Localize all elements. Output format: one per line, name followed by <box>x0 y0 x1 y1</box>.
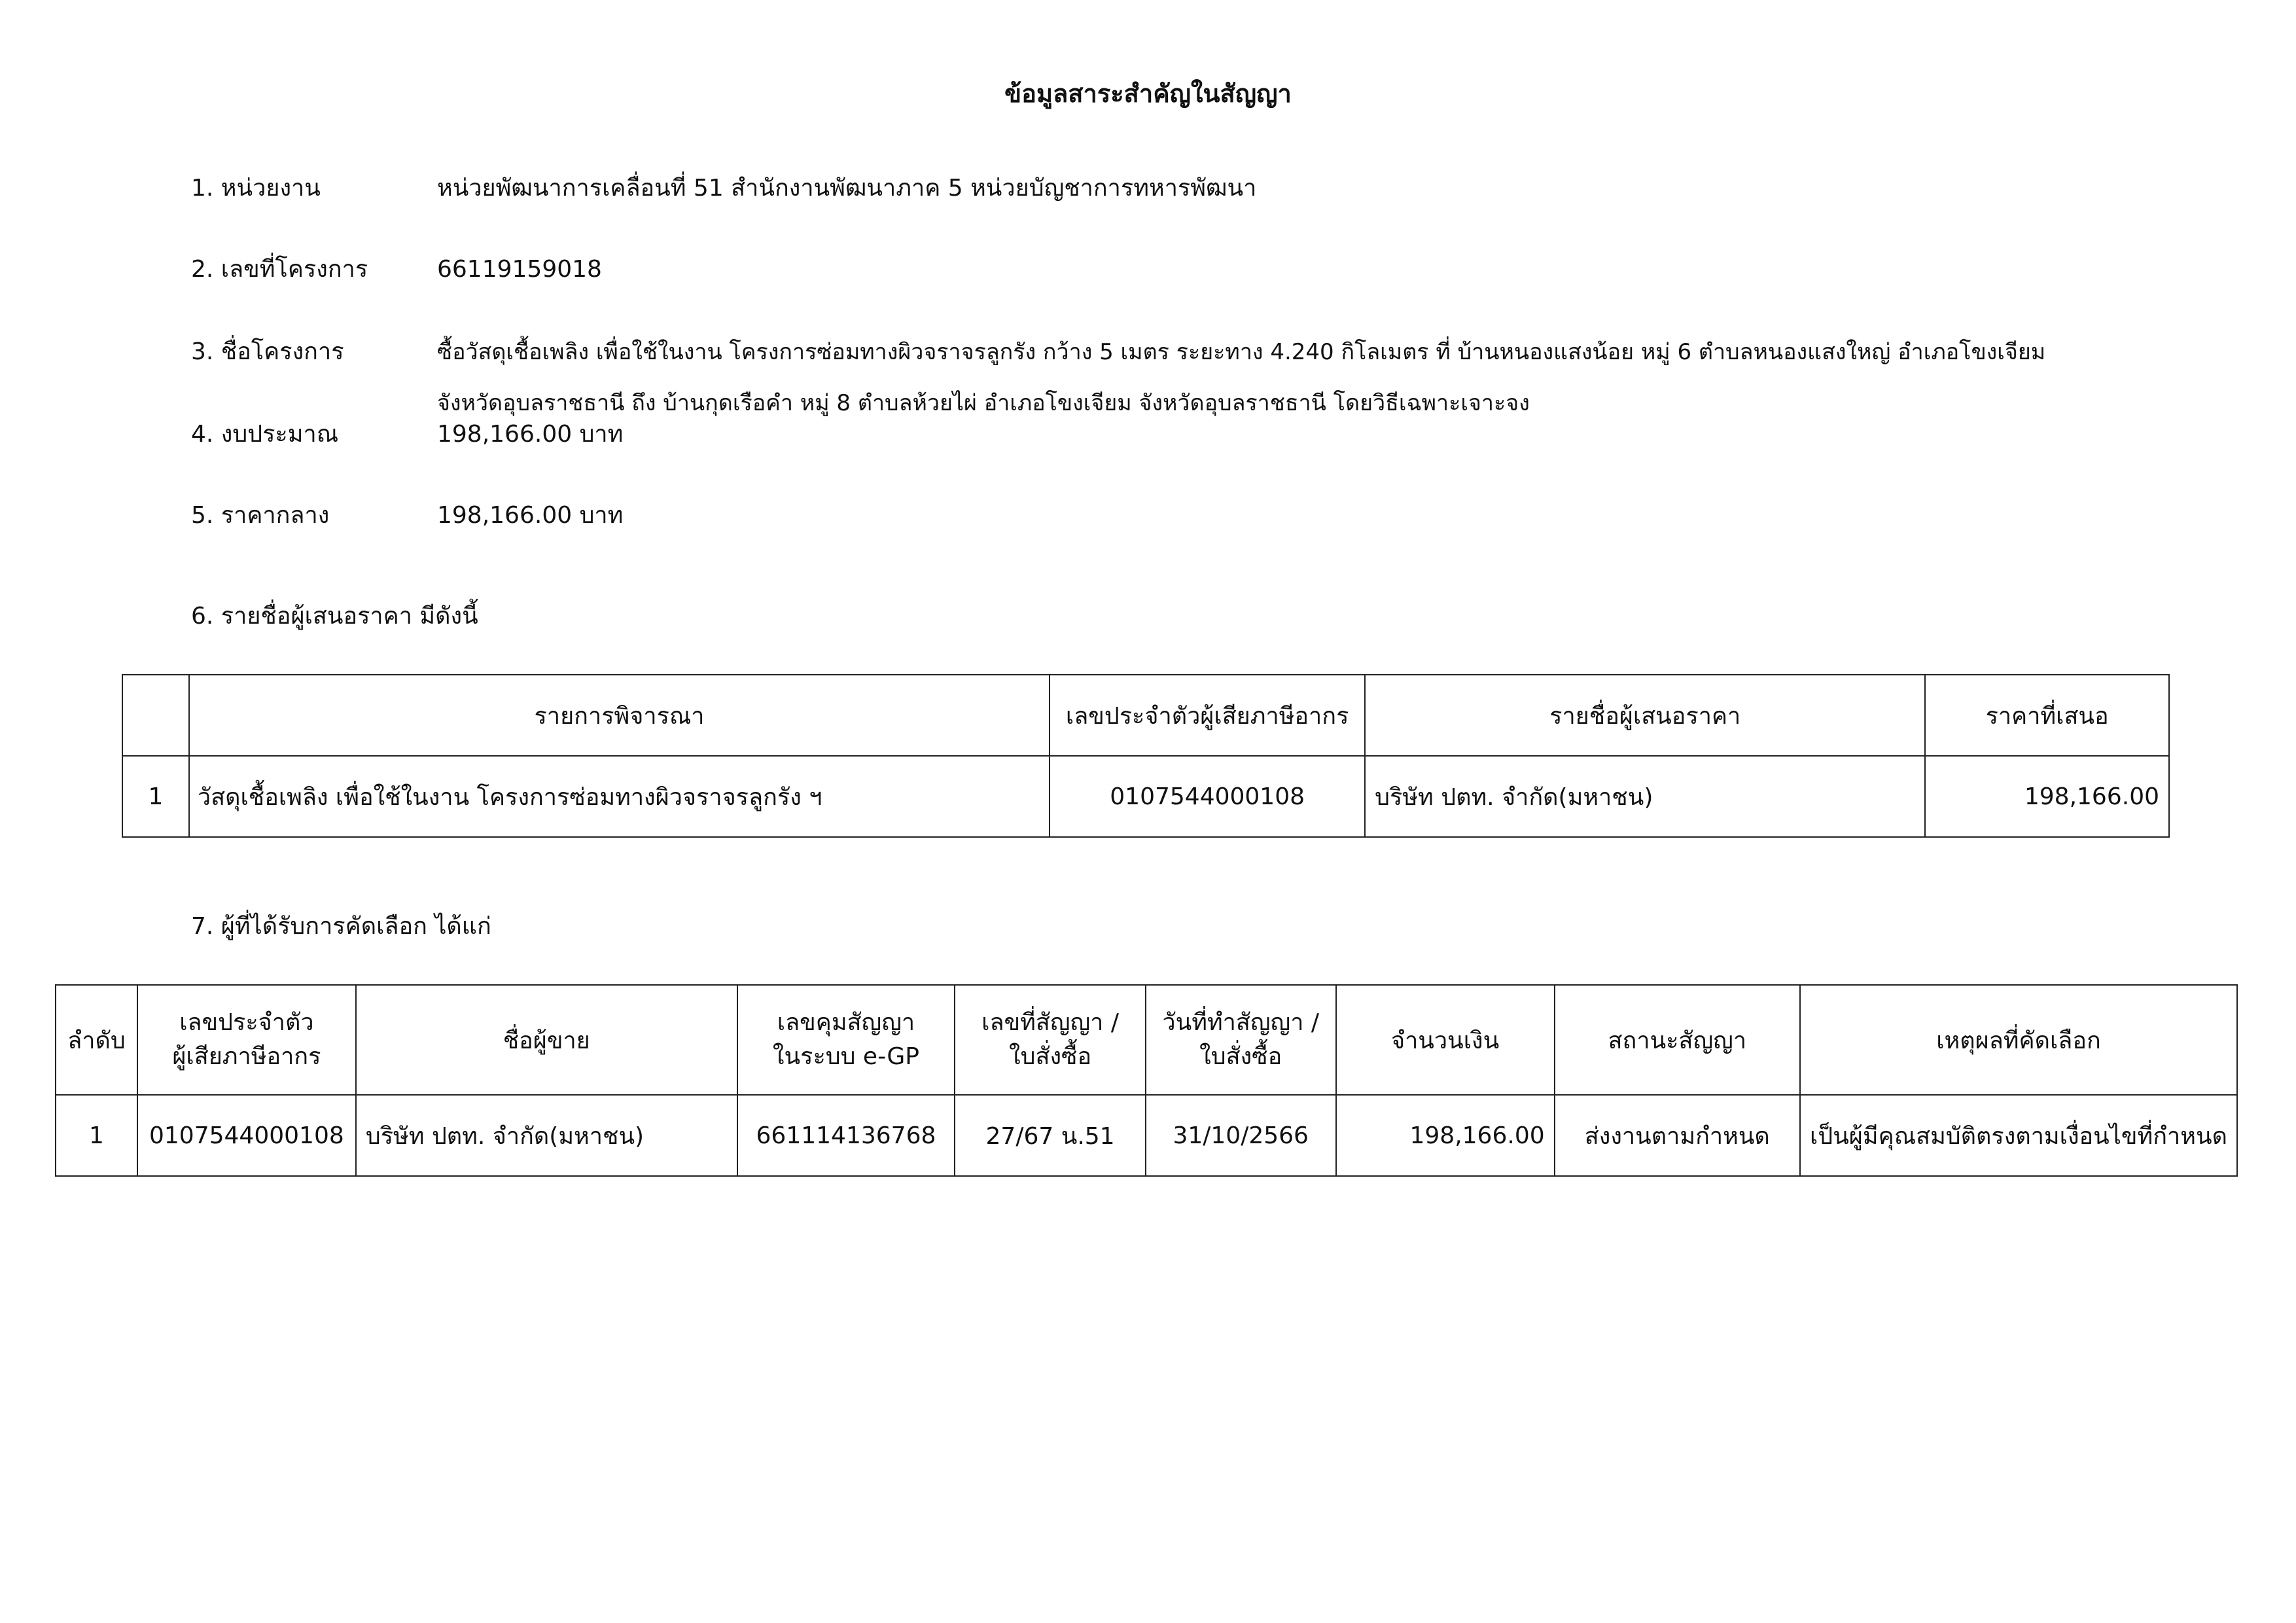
project-name-line1: ซื้อวัสดุเชื้อเพลิง เพื่อใช้ในงาน โครงการซ่อมทางผิวจราจรลูกรัง กว้าง 5 เมตร ระยะทาง 4.240 กิโลเมตร ที่ บ้านหนองแสงน้อย หมู่ 6 ตำบลหนองแสงใหญ่ อำเภอโขงเจียม <box>437 339 2046 365</box>
project-name-line2: จังหวัดอุบลราชธานี ถึง บ้านกุดเรือคำ หมู่ 8 ตำบลห้วยไผ่ อำเภอโขงเจียม จังหวัดอุบลราชธานี โดยวิธีเฉพาะเจาะจง <box>437 390 1530 416</box>
table-row <box>56 1095 2237 1176</box>
bidders-cell-bidder: บริษัท ปตท. จำกัด(มหาชน) <box>1365 756 1925 837</box>
winner-header-status: สถานะสัญญา <box>1555 985 1800 1095</box>
winner-header-no: ลำดับ <box>56 985 137 1095</box>
winner-header-contract-no-line1: เลขที่สัญญา / <box>981 1009 1119 1036</box>
winner-cell-reason: เป็นผู้มีคุณสมบัติตรงตามเงื่อนไขที่กำหนด <box>1800 1095 2237 1176</box>
table-row <box>122 756 2169 837</box>
winner-header-row <box>56 985 2237 1095</box>
winner-header-reason: เหตุผลที่คัดเลือก <box>1800 985 2237 1095</box>
winner-cell-amount: 198,166.00 <box>1336 1095 1555 1176</box>
project-name-label: 3. ชื่อโครงการ <box>191 338 344 365</box>
project-number-label: 2. เลขที่โครงการ <box>191 256 368 283</box>
winner-cell-control-no: 661114136768 <box>737 1095 955 1176</box>
winner-header-tax-id <box>137 985 356 1095</box>
winner-header-seller: ชื่อผู้ขาย <box>356 985 737 1095</box>
bidders-header-price: ราคาที่เสนอ <box>1925 675 2169 756</box>
winner-cell-seller: บริษัท ปตท. จำกัด(มหาชน) <box>356 1095 737 1176</box>
winner-header-control-no-line2: ในระบบ e-GP <box>772 1043 919 1070</box>
winner-header-contract-date-line1: วันที่ทำสัญญา / <box>1162 1009 1319 1036</box>
bidders-cell-no: 1 <box>122 756 189 837</box>
agency-label: 1. หน่วยงาน <box>191 175 321 202</box>
winner-heading-text: 7. ผู้ที่ได้รับการคัดเลือก ได้แก่ <box>191 913 491 940</box>
bidders-cell-item: วัสดุเชื้อเพลิง เพื่อใช้ในงาน โครงการซ่อมทางผิวจราจรลูกรัง ฯ <box>189 756 1050 837</box>
bidders-header-row <box>122 675 2169 756</box>
bidders-header-no <box>122 675 189 756</box>
bidders-heading-text: 6. รายชื่อผู้เสนอราคา มีดังนี้ <box>191 603 478 630</box>
winner-table <box>55 984 2238 1177</box>
bidders-cell-tax-id: 0107544000108 <box>1050 756 1365 837</box>
bidders-table <box>122 674 2170 838</box>
winner-header-control-no-line1: เลขคุมสัญญา <box>777 1009 915 1036</box>
winner-cell-contract-no: 27/67 น.51 <box>955 1095 1145 1176</box>
winner-header-contract-no-line2: ใบสั่งซื้อ <box>1009 1043 1092 1070</box>
budget-value: 198,166.00 บาท <box>437 421 624 448</box>
winner-cell-tax-id: 0107544000108 <box>137 1095 356 1176</box>
winner-cell-contract-date: 31/10/2566 <box>1146 1095 1336 1176</box>
bidders-cell-price: 198,166.00 <box>1925 756 2169 837</box>
project-number-value: 66119159018 <box>437 256 602 283</box>
winner-cell-status: ส่งงานตามกำหนด <box>1555 1095 1800 1176</box>
winner-header-tax-id-line2: ผู้เสียภาษีอากร <box>172 1043 321 1070</box>
winner-header-tax-id-line1: เลขประจำตัว <box>179 1009 314 1036</box>
bidders-header-item: รายการพิจารณา <box>189 675 1050 756</box>
winner-cell-no: 1 <box>56 1095 137 1176</box>
median-price-label: 5. ราคากลาง <box>191 502 330 529</box>
agency-value: หน่วยพัฒนาการเคลื่อนที่ 51 สำนักงานพัฒนาภาค 5 หน่วยบัญชาการทหารพัฒนา <box>437 175 1257 202</box>
bidders-header-tax-id: เลขประจำตัวผู้เสียภาษีอากร <box>1050 675 1365 756</box>
winner-header-contract-no <box>955 985 1145 1095</box>
winner-header-contract-date-line2: ใบสั่งซื้อ <box>1199 1043 1282 1070</box>
document-title: ข้อมูลสาระสำคัญในสัญญา <box>1004 79 1292 108</box>
winner-header-contract-date <box>1146 985 1336 1095</box>
bidders-header-bidder: รายชื่อผู้เสนอราคา <box>1365 675 1925 756</box>
median-price-value: 198,166.00 บาท <box>437 502 624 529</box>
budget-label: 4. งบประมาณ <box>191 421 339 448</box>
winner-header-amount: จำนวนเงิน <box>1336 985 1555 1095</box>
winner-header-control-no <box>737 985 955 1095</box>
